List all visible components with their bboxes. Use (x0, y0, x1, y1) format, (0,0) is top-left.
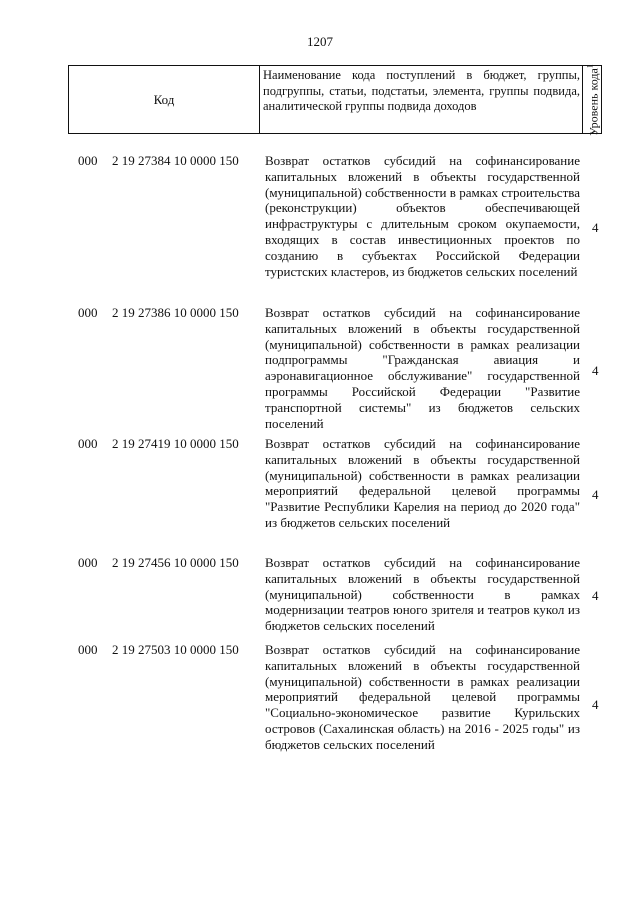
level-column-text: Уровень кода (586, 67, 601, 136)
name-column-header (260, 66, 583, 133)
row-level: 4 (592, 363, 599, 378)
level-footnote-marker: 1 (585, 63, 595, 68)
row-description: Возврат остатков субсидий на софинансирование капитальных вложений в объекты государственной (муниципальной) собственности в рамках реализации подпрограммы "Гражданская авиация и аэронавигационное обслуживание" государственной программы Российской Федерации "Развитие транспортной системы" из бюджетов сельских поселений (265, 305, 580, 431)
page-number: 1207 (307, 34, 333, 49)
table-body (0, 153, 640, 782)
name-column-label: Наименование кода поступлений в бюджет, группы, подгруппы, статьи, подстатьи, элемента, группы подвида, аналитической группы подвида доходов (263, 68, 580, 113)
table-row (0, 436, 640, 555)
row-level: 4 (592, 220, 599, 235)
row-description: Возврат остатков субсидий на софинансирование капитальных вложений в объекты государственной (муниципальной) собственности в рамках модернизации театров юного зрителя и театров кукол из бюджетов сельских поселений (265, 555, 580, 634)
table-row (0, 642, 640, 782)
table-row (0, 555, 640, 642)
row-prefix: 000 (78, 642, 98, 657)
row-level: 4 (592, 487, 599, 502)
row-description: Возврат остатков субсидий на софинансирование капитальных вложений в объекты государственной (муниципальной) собственности в рамках реализации мероприятий федеральной целевой программы "Развитие Республики Карелия на период до 2020 года" из бюджетов сельских поселений (265, 436, 580, 530)
row-prefix: 000 (78, 555, 98, 570)
row-prefix: 000 (78, 436, 98, 451)
row-level: 4 (592, 588, 599, 603)
table-header (68, 65, 602, 134)
row-code: 2 19 27384 10 0000 150 (112, 153, 239, 168)
row-description: Возврат остатков субсидий на софинансирование капитальных вложений в объекты государственной (муниципальной) собственности в рамках строительства (реконструкции) объектов обеспечивающей инфраструктуры с длительным сроком окупаемости, входящих в состав инвестиционных проектов по созданию в субъектах Российской Федерации туристских кластеров, из бюджетов сельских поселений (265, 153, 580, 279)
table-row (0, 153, 640, 305)
row-level: 4 (592, 697, 599, 712)
code-column-header (69, 66, 260, 133)
row-code: 2 19 27419 10 0000 150 (112, 436, 239, 451)
row-prefix: 000 (78, 305, 98, 320)
level-column-header (583, 63, 601, 136)
row-prefix: 000 (78, 153, 98, 168)
row-code: 2 19 27456 10 0000 150 (112, 555, 239, 570)
row-code: 2 19 27503 10 0000 150 (112, 642, 239, 657)
code-column-label: Код (153, 91, 175, 107)
level-column-label (585, 64, 600, 136)
table-row (0, 305, 640, 436)
row-code: 2 19 27386 10 0000 150 (112, 305, 239, 320)
row-description: Возврат остатков субсидий на софинансирование капитальных вложений в объекты государственной (муниципальной) собственности в рамках реализации мероприятий федеральной целевой программы "Социально-экономическое развитие Курильских островов (Сахалинская область) на 2016 - 2025 годы" из бюджетов сельских поселений (265, 642, 580, 752)
